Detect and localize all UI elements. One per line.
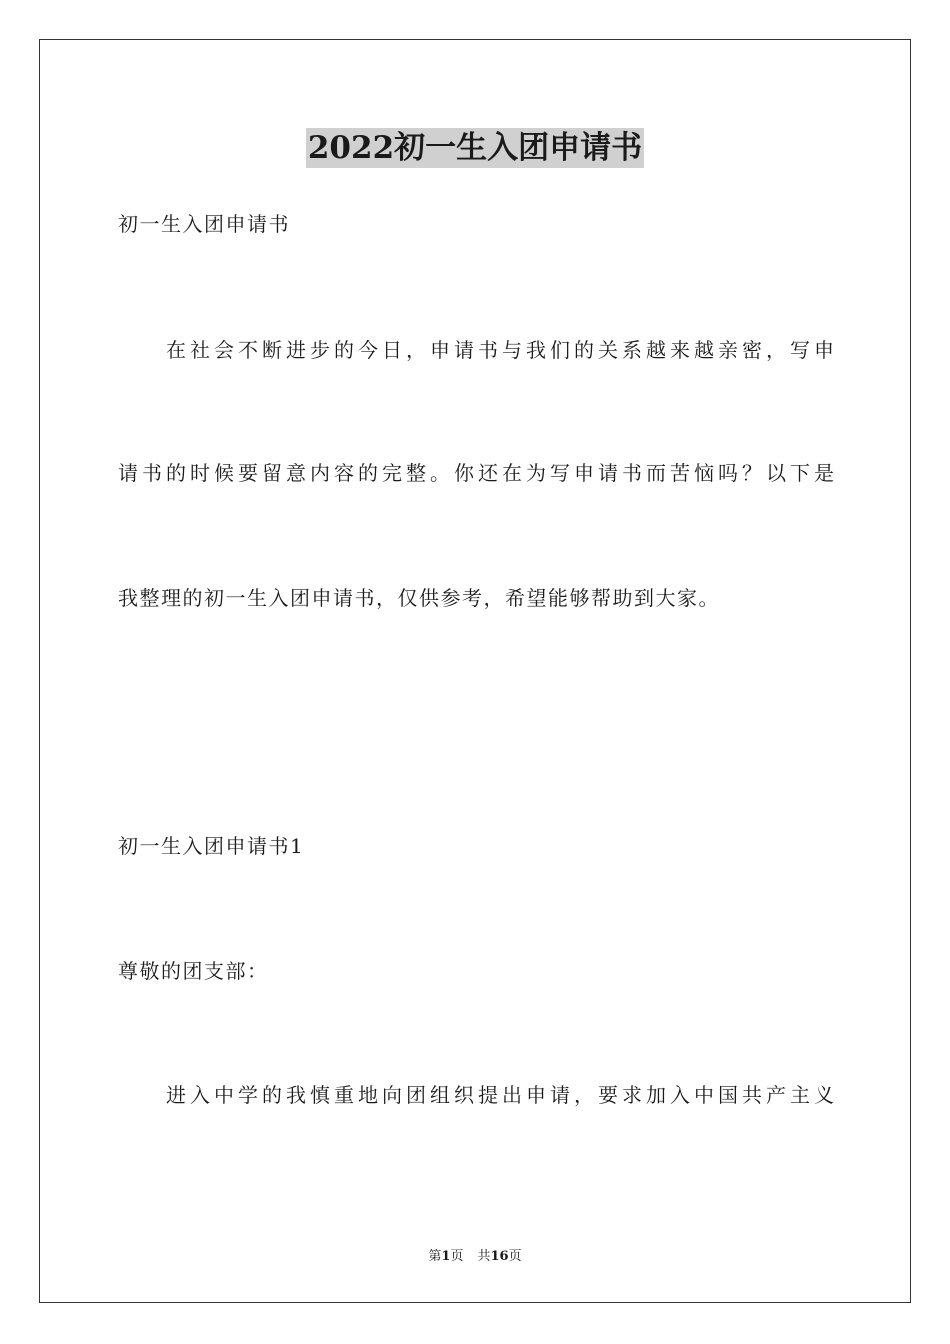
document-title <box>0 128 950 168</box>
section-heading: 初一生入团申请书1 <box>118 834 305 858</box>
document-title-text: 2022初一生入团申请书 <box>307 130 643 166</box>
body-line-1: 进入中学的我慎重地向团组织提出申请，要求加入中国共产主义 <box>166 1083 834 1107</box>
page-prefix: 第 <box>428 1249 442 1264</box>
intro-line-3: 我整理的初一生入团申请书，仅供参考，希望能够帮助到大家。 <box>118 586 720 610</box>
total-prefix: 共 <box>477 1249 491 1264</box>
page-suffix: 页 <box>450 1249 464 1264</box>
salutation: 尊敬的团支部： <box>118 959 269 983</box>
document-subtitle: 初一生入团申请书 <box>118 212 290 236</box>
total-suffix: 页 <box>508 1249 522 1264</box>
intro-line-1: 在社会不断进步的今日，申请书与我们的关系越来越亲密，写申 <box>166 338 834 362</box>
page-number: 1 <box>441 1249 451 1264</box>
total-pages: 16 <box>490 1249 509 1264</box>
intro-line-2: 请书的时候要留意内容的完整。你还在为写申请书而苦恼吗？以下是 <box>118 461 834 485</box>
page-footer <box>0 1248 950 1266</box>
